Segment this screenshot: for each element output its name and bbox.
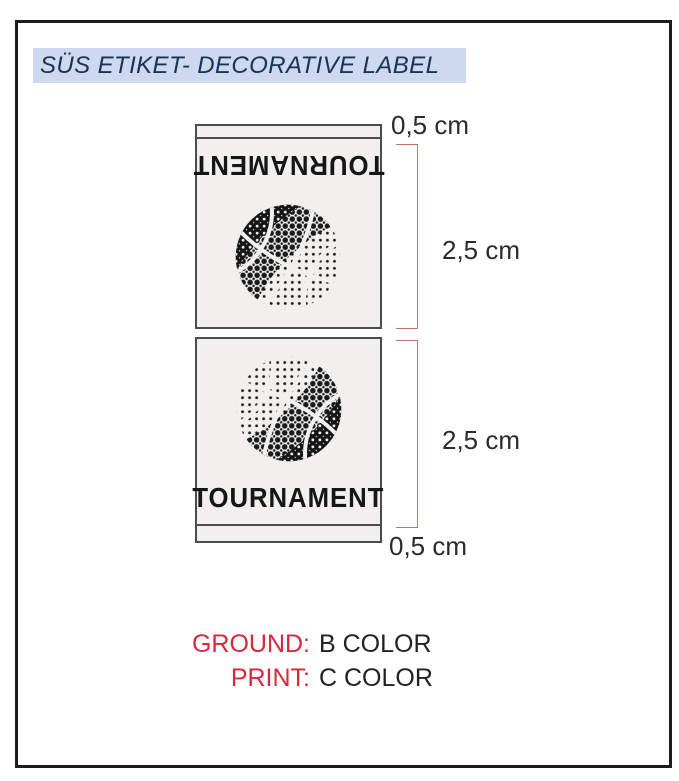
label-panel-top — [192, 124, 385, 329]
fold-strip — [197, 126, 380, 139]
brand-text: TOURNAMENT — [192, 482, 385, 513]
dimension-bracket-panel1 — [396, 144, 418, 329]
print-color-row — [140, 661, 433, 695]
color-specs — [140, 627, 433, 695]
print-label: PRINT: — [230, 663, 310, 692]
brand-text: TOURNAMENT — [192, 150, 385, 181]
dimension-panel2-height: 2,5 cm — [442, 425, 521, 455]
ground-label: GROUND: — [191, 629, 310, 658]
dimension-bottom-fold: 0,5 cm — [389, 531, 468, 561]
title-highlight — [33, 48, 466, 83]
print-value: C COLOR — [319, 663, 433, 692]
dimension-top-fold: 0,5 cm — [391, 110, 470, 140]
dimension-bracket-panel2 — [396, 340, 418, 528]
panel-artwork — [192, 339, 385, 524]
ground-color-row — [140, 627, 433, 661]
ground-value: B COLOR — [319, 629, 432, 658]
basketball-icon — [232, 352, 346, 466]
panel-artwork-rotated — [192, 139, 385, 327]
dimension-panel1-height: 2,5 cm — [442, 235, 521, 265]
page-title: SÜS ETIKET- DECORATIVE LABEL — [40, 51, 440, 79]
label-panel-bottom — [192, 337, 385, 543]
basketball-icon — [232, 200, 346, 314]
fold-strip — [197, 524, 380, 541]
